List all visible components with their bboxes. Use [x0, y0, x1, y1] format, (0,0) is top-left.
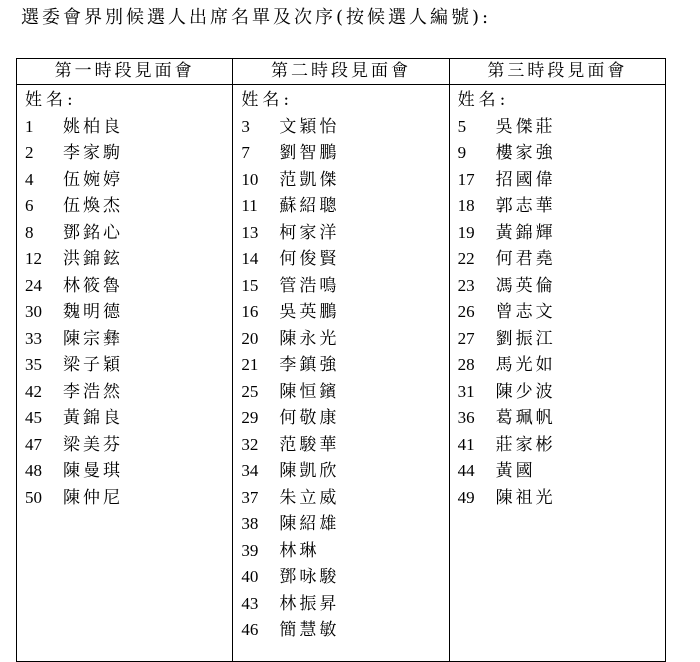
candidate-name: 陳紹雄: [279, 514, 340, 534]
session-3-column: [449, 85, 665, 662]
candidate-name: 曾志文: [495, 302, 556, 322]
candidate-number: 4: [25, 169, 34, 189]
candidate-row: [241, 193, 448, 220]
candidate-name: 何敬康: [279, 408, 340, 428]
candidate-number: 17: [457, 169, 475, 189]
candidate-number: 8: [25, 222, 34, 242]
candidate-number: 25: [241, 381, 259, 401]
candidate-number: 6: [25, 196, 34, 215]
session-1-column: [17, 85, 233, 662]
candidate-name: 黃錦良: [63, 408, 123, 428]
candidate-row: [25, 352, 232, 379]
candidate-number: 41: [457, 434, 475, 454]
candidate-name: 林筱魯: [63, 275, 123, 296]
candidate-name: 黃錦輝: [495, 222, 556, 243]
candidate-name: 柯家洋: [279, 222, 340, 243]
candidate-number: 9: [457, 143, 467, 162]
candidate-row: [25, 273, 232, 300]
candidate-row: [458, 167, 665, 194]
candidate-row: [458, 485, 665, 512]
name-label: 姓名:: [457, 90, 510, 110]
candidate-name: 伍煥杰: [63, 196, 123, 216]
candidate-row: [25, 405, 232, 432]
candidate-name: 李浩然: [63, 381, 123, 402]
candidate-name: 馬光如: [495, 355, 556, 375]
candidate-row: [25, 246, 232, 273]
candidate-name: 梁子穎: [63, 355, 123, 375]
candidate-name: 李鎮強: [279, 355, 340, 375]
candidate-row: [241, 485, 448, 512]
candidate-row: [241, 167, 448, 194]
candidate-name: 馮英倫: [495, 275, 556, 296]
candidate-row: [458, 326, 665, 353]
candidate-row: [458, 405, 665, 432]
document-title: 選委會界別候選人出席名單及次序(按候選人編號):: [21, 7, 492, 28]
candidate-row: [241, 511, 448, 538]
candidate-row: [25, 193, 232, 220]
candidate-name: 魏明德: [63, 302, 123, 322]
candidate-name: 管浩鳴: [279, 275, 340, 296]
candidate-name: 林琳: [279, 540, 320, 561]
candidate-row: [241, 326, 448, 353]
candidate-row: [241, 458, 448, 485]
candidate-name: 葛珮帆: [495, 408, 556, 428]
candidate-row: [458, 246, 665, 273]
candidate-name: 文穎怡: [279, 116, 340, 137]
candidate-name: 陳少波: [495, 381, 556, 402]
session-2-list: [233, 85, 448, 644]
candidate-number: 21: [241, 355, 259, 374]
candidate-number: 42: [25, 381, 42, 401]
session-1-list: [17, 85, 232, 511]
candidate-number: 28: [457, 355, 475, 374]
candidate-number: 36: [457, 408, 475, 427]
candidate-number: 2: [25, 143, 34, 162]
candidate-name: 陳凱欣: [279, 461, 340, 481]
candidate-number: 5: [457, 116, 467, 136]
candidate-row: [458, 273, 665, 300]
candidate-number: 18: [457, 196, 475, 215]
candidate-number: 29: [241, 408, 259, 427]
candidate-row: [25, 432, 232, 459]
candidate-number: 32: [241, 434, 259, 454]
candidate-row: [458, 458, 665, 485]
candidate-row: [458, 379, 665, 406]
candidate-number: 10: [241, 169, 259, 189]
candidate-number: 44: [457, 461, 475, 480]
candidate-row: [458, 114, 665, 141]
candidate-number: 24: [25, 275, 42, 295]
candidate-number: 31: [457, 381, 475, 401]
candidate-name: 鄧咏駿: [279, 567, 340, 587]
candidate-row: [241, 220, 448, 247]
candidate-number: 50: [25, 487, 42, 507]
candidate-number: 20: [241, 328, 259, 348]
session-3-list: [450, 85, 665, 511]
candidate-row: [241, 246, 448, 273]
candidate-name: 劉振江: [495, 328, 556, 349]
candidate-row: [25, 167, 232, 194]
candidate-number: 43: [241, 593, 259, 613]
candidate-number: 37: [241, 487, 259, 507]
candidate-name: 樓家強: [495, 143, 556, 163]
candidate-number: 26: [457, 302, 475, 321]
candidate-row: [25, 299, 232, 326]
candidate-row: [25, 220, 232, 247]
session-2-column: [233, 85, 449, 662]
name-label: 姓名:: [25, 90, 77, 110]
candidate-row: [25, 485, 232, 512]
candidate-name: 梁美芬: [63, 434, 123, 455]
candidate-row: [241, 591, 448, 618]
candidate-number: 34: [241, 461, 259, 480]
candidate-row: [25, 379, 232, 406]
candidate-number: 1: [25, 116, 34, 136]
candidate-row: [241, 405, 448, 432]
session-2-heading: 第二時段見面會: [233, 59, 449, 85]
candidate-name: 陳祖光: [495, 487, 556, 508]
candidate-name: 招國偉: [495, 169, 556, 190]
candidate-number: 11: [241, 196, 258, 215]
name-label: 姓名:: [241, 90, 294, 110]
candidate-row: [458, 432, 665, 459]
candidate-name: 莊家彬: [495, 434, 556, 455]
candidate-row: [241, 352, 448, 379]
candidate-number: 23: [457, 275, 475, 295]
candidate-schedule-table: [16, 58, 666, 662]
candidate-number: 30: [25, 302, 42, 321]
candidate-name: 郭志華: [495, 196, 556, 216]
candidate-row: [458, 193, 665, 220]
candidate-number: 49: [457, 487, 475, 507]
candidate-number: 35: [25, 355, 42, 374]
candidate-name: 吳英鵬: [279, 302, 340, 322]
candidate-number: 47: [25, 434, 42, 454]
candidate-name: 范凱傑: [279, 169, 340, 190]
candidate-name: 簡慧敏: [279, 620, 340, 640]
candidate-number: 48: [25, 461, 42, 480]
candidate-number: 27: [457, 328, 475, 348]
candidate-row: [241, 114, 448, 141]
candidate-name: 陳恒鑌: [279, 381, 340, 402]
candidate-name: 林振昇: [279, 593, 340, 614]
candidate-name: 劉智鵬: [279, 143, 340, 163]
candidate-name: 蘇紹聰: [279, 196, 340, 216]
candidate-number: 13: [241, 222, 259, 242]
candidate-row: [25, 458, 232, 485]
candidate-number: 12: [25, 249, 42, 268]
candidate-number: 3: [241, 116, 250, 136]
candidate-row: [25, 140, 232, 167]
candidate-name: 何君堯: [495, 249, 556, 269]
candidate-name: 陳宗彝: [63, 328, 123, 349]
session-1-heading: 第一時段見面會: [17, 59, 233, 85]
candidate-number: 40: [241, 567, 259, 586]
candidate-name: 陳永光: [279, 328, 340, 349]
candidate-row: [25, 326, 232, 353]
candidate-number: 19: [457, 222, 475, 242]
candidate-number: 39: [241, 540, 259, 560]
candidate-row: [241, 432, 448, 459]
session-3-heading: 第三時段見面會: [449, 59, 665, 85]
candidate-name: 姚柏良: [63, 116, 123, 137]
session-body-row: [17, 85, 666, 662]
candidate-row: [241, 538, 448, 565]
candidate-row: [25, 114, 232, 141]
candidate-number: 7: [241, 143, 250, 162]
candidate-row: [458, 299, 665, 326]
candidate-row: [458, 352, 665, 379]
candidate-name: 黃國: [495, 461, 536, 481]
candidate-name: 朱立威: [279, 487, 340, 508]
candidate-name: 洪錦鉉: [63, 249, 123, 269]
candidate-row: [458, 220, 665, 247]
candidate-number: 33: [25, 328, 42, 348]
candidate-number: 38: [241, 514, 259, 533]
candidate-number: 14: [241, 249, 259, 268]
candidate-name: 陳仲尼: [63, 487, 123, 508]
candidate-number: 46: [241, 620, 259, 639]
candidate-number: 22: [457, 249, 475, 268]
candidate-name: 何俊賢: [279, 249, 340, 269]
candidate-name: 伍婉婷: [63, 169, 123, 190]
candidate-row: [458, 140, 665, 167]
candidate-row: [241, 273, 448, 300]
candidate-number: 15: [241, 275, 259, 295]
candidate-name: 陳曼琪: [63, 461, 123, 481]
candidate-row: [241, 564, 448, 591]
candidate-name: 吳傑莊: [495, 116, 556, 137]
candidate-row: [241, 379, 448, 406]
candidate-name: 李家駒: [63, 143, 123, 163]
candidate-row: [241, 140, 448, 167]
session-header-row: [17, 59, 666, 85]
candidate-number: 45: [25, 408, 42, 427]
candidate-row: [241, 617, 448, 644]
candidate-name: 范駿華: [279, 434, 340, 455]
candidate-row: [241, 299, 448, 326]
candidate-number: 16: [241, 302, 259, 321]
candidate-name: 鄧銘心: [63, 222, 123, 243]
